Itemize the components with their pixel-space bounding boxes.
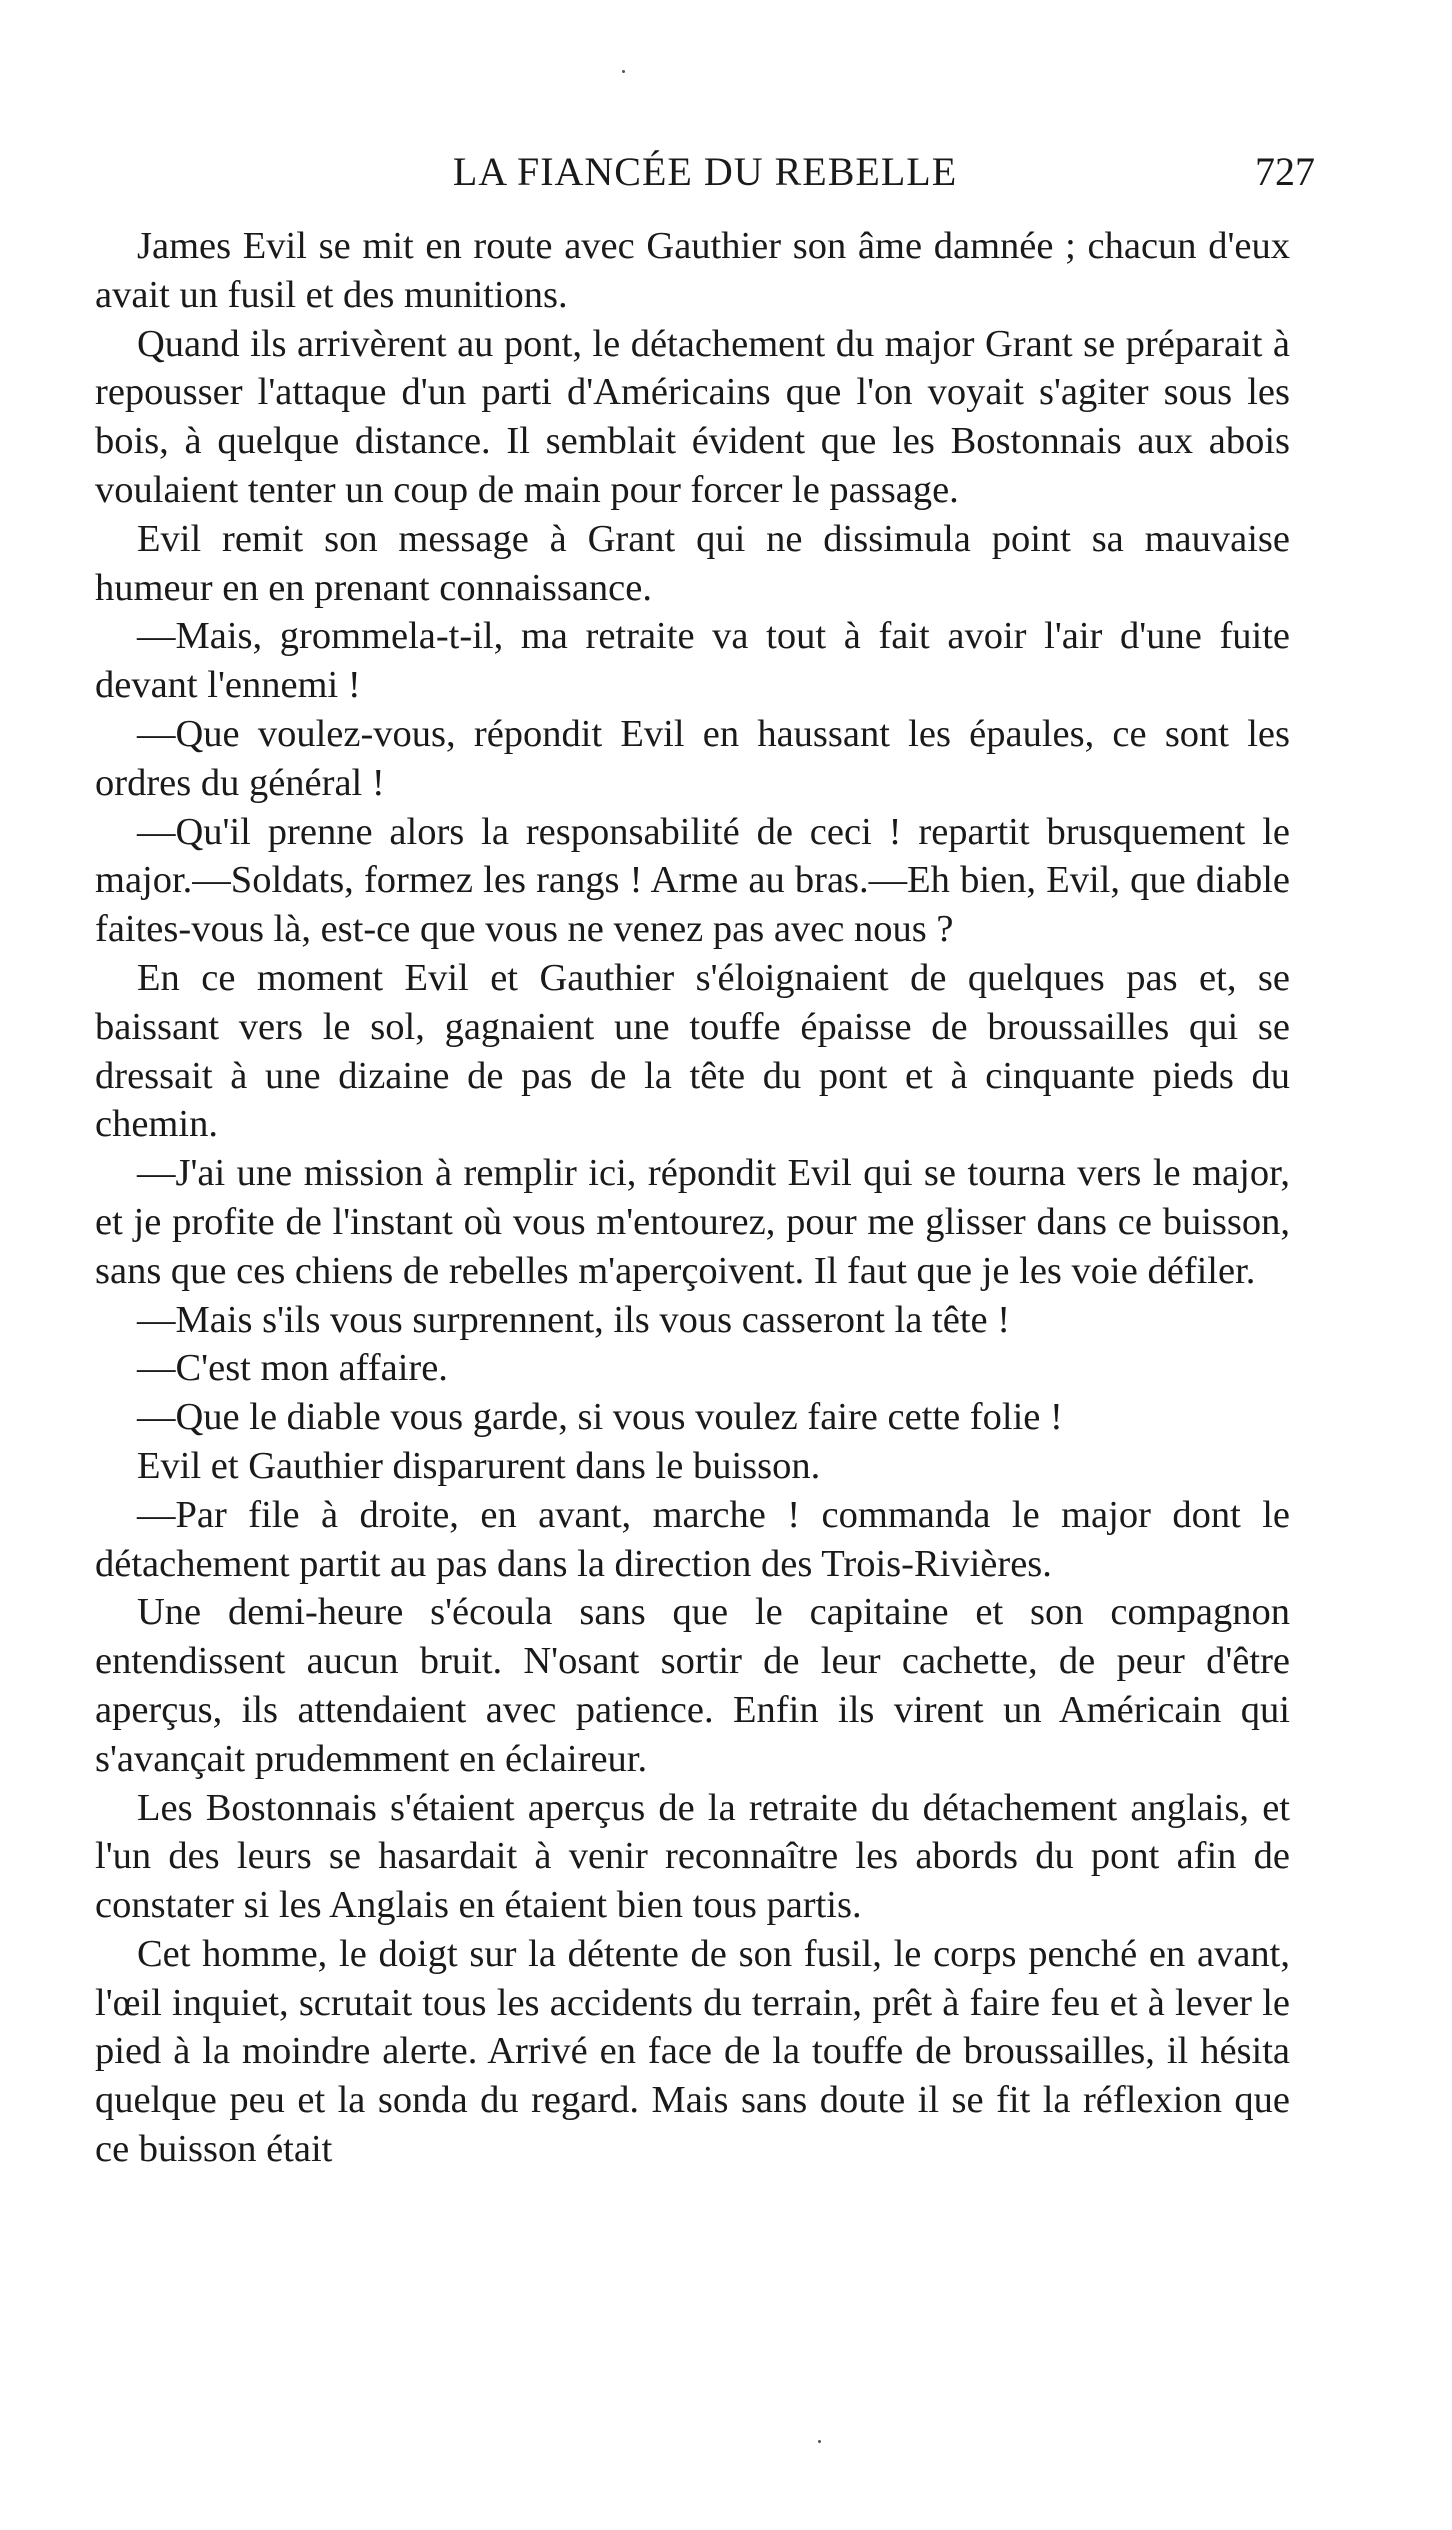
paragraph-16: Cet homme, le doigt sur la détente de son fusil, le corps penché en avant, l'œil inquiet, scrutait tous les accidents du terrain, prêt à faire feu et à lever le pied à la moindre alerte. Arrivé en face de la touffe de broussailles, il hésita quelque peu et la sonda du regard. Mais sans doute il se fit la réflexion que ce buisson était: [95, 1932, 1290, 2171]
page-number: 727: [1255, 149, 1315, 194]
paragraph-13: —Par file à droite, en avant, marche ! commanda le major dont le détachement partit au pas dans la direction des Trois-Rivières.: [95, 1493, 1290, 1585]
paragraph-14: Une demi-heure s'écoula sans que le capitaine et son compagnon entendissent aucun bruit. N'osant sortir de leur cachette, de peur d'être aperçus, ils attendaient avec patience. Enfin ils virent un Américain qui s'avançait prudemment en éclaireur.: [95, 1591, 1290, 1780]
paragraph-15: Les Bostonnais s'étaient aperçus de la retraite du détachement anglais, et l'un des leurs se hasardait à venir reconnaître les abords du pont afin de constater si les Anglais en étaient bien tous partis.: [95, 1786, 1290, 1927]
paragraph-9: —Mais s'ils vous surprennent, ils vous casseront la tête !: [137, 1298, 1011, 1341]
paragraph-4: —Mais, grommela-t-il, ma retraite va tout à fait avoir l'air d'une fuite devant l'ennemi !: [95, 615, 1290, 707]
paragraph-6: —Qu'il prenne alors la responsabilité de ceci ! repartit brusquement le major.—Soldats, formez les rangs ! Arme au bras.—Eh bien, Evil, que diable faites-vous là, est-ce que vous ne venez pas avec nous ?: [95, 810, 1290, 951]
body-text: [95, 222, 1290, 2174]
paragraph-2: Quand ils arrivèrent au pont, le détachement du major Grant se préparait à repousser l'attaque d'un parti d'Américains que l'on voyait s'agiter sous les bois, à quelque distance. Il semblait évident que les Bostonnais aux abois voulaient tenter un coup de main pour forcer le passage.: [95, 322, 1290, 511]
scan-speck-bottom: [818, 2440, 821, 2443]
paragraph-8: —J'ai une mission à remplir ici, répondit Evil qui se tourna vers le major, et je profite de l'instant où vous m'entourez, pour me glisser dans ce buisson, sans que ces chiens de rebelles m'aperçoivent. Il faut que je les voie défiler.: [95, 1152, 1290, 1292]
paragraph-10: —C'est mon affaire.: [137, 1347, 448, 1390]
paragraph-3: Evil remit son message à Grant qui ne dissimula point sa mauvaise humeur en en prenant connaissance.: [95, 517, 1290, 609]
page-header: [95, 148, 1315, 208]
paragraph-7: En ce moment Evil et Gauthier s'éloignaient de quelques pas et, se baissant vers le sol, gagnaient une touffe épaisse de broussailles qui se dressait à une dizaine de pas de la tête du pont et à cinquante pieds du chemin.: [95, 956, 1290, 1146]
paragraph-11: —Que le diable vous garde, si vous voulez faire cette folie !: [137, 1396, 1063, 1439]
paragraph-12: Evil et Gauthier disparurent dans le buisson.: [137, 1444, 821, 1487]
paragraph-5: —Que voulez-vous, répondit Evil en haussant les épaules, ce sont les ordres du général !: [95, 712, 1290, 804]
scan-speck-top: [622, 70, 625, 73]
paragraph-1: James Evil se mit en route avec Gauthier son âme damnée ; chacun d'eux avait un fusil et des munitions.: [95, 225, 1290, 316]
running-title: LA FIANCÉE DU REBELLE: [452, 149, 958, 194]
